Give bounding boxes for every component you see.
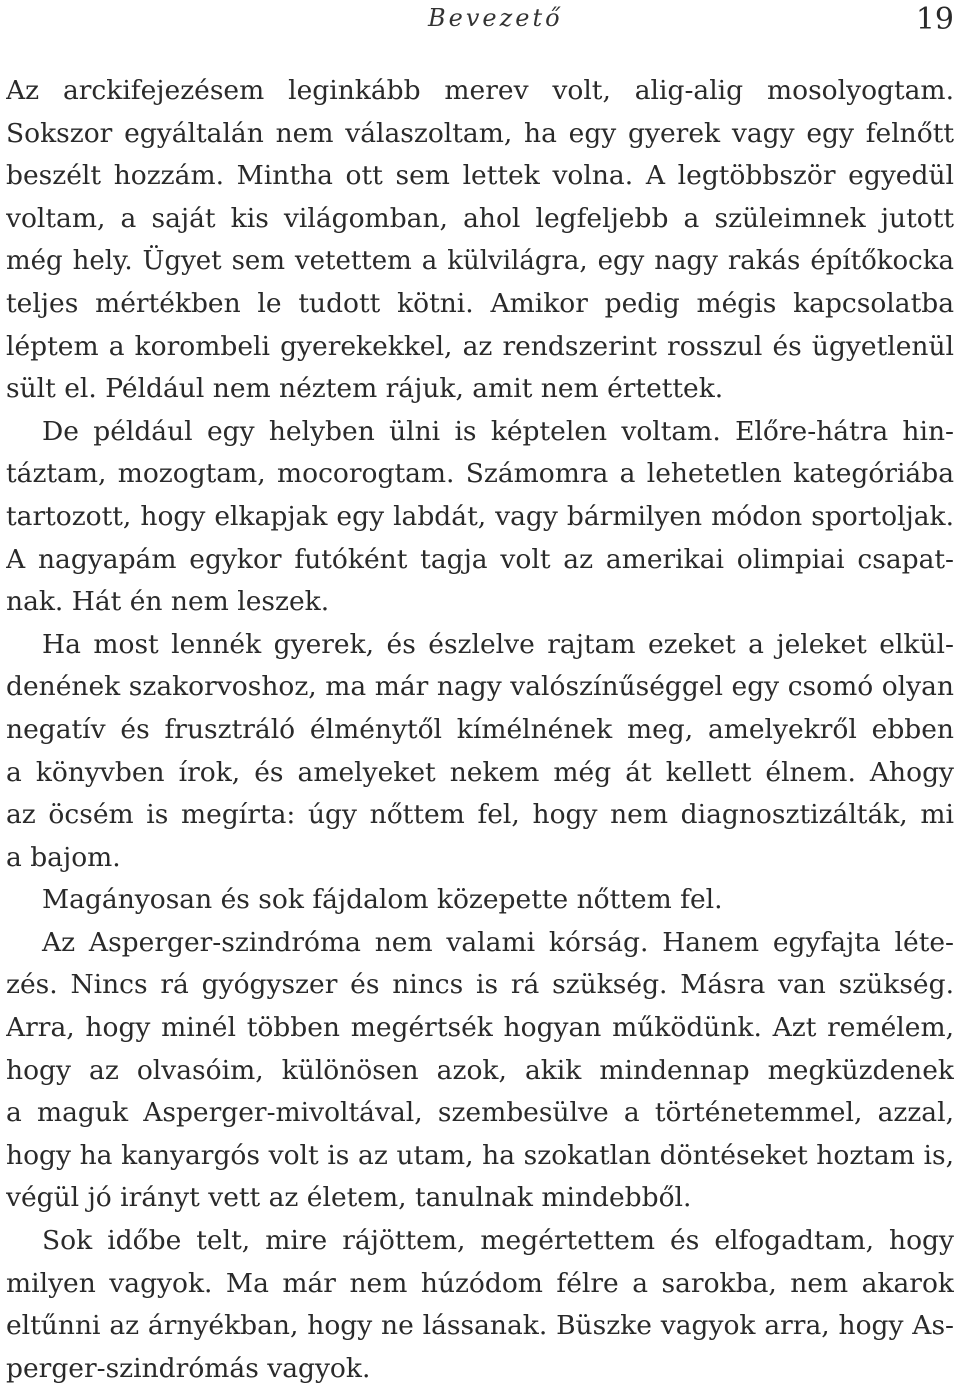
text-line: hogy az olvasóim, különösen azok, akik mindennap megküzdenek xyxy=(6,1054,954,1086)
text-line: sült el. Például nem néztem rájuk, amit nem értettek. xyxy=(6,373,724,405)
text-line: tartozott, hogy elkapjak egy labdát, vagy bármilyen módon sportoljak. xyxy=(6,500,954,532)
text-line: denének szakorvoshoz, ma már nagy valószínűséggel egy csomó olyan xyxy=(6,671,954,703)
body-text xyxy=(6,70,954,1390)
text-line: az öcsém is megírta: úgy nőttem fel, hogy nem diagnosztizálták, mi xyxy=(6,799,954,831)
text-line: perger-szindrómás vagyok. xyxy=(6,1352,371,1384)
text-line: Az Asperger-szindróma nem valami kórság. Hanem egyfajta léte- xyxy=(42,926,954,958)
running-title: Bevezető xyxy=(428,4,563,32)
text-line: a bajom. xyxy=(6,841,121,873)
text-line: Ha most lennék gyerek, és észlelve rajtam ezeket a jeleket elkül- xyxy=(42,628,954,660)
text-line: a könyvben írok, és amelyeket nekem még át kellett élnem. Ahogy xyxy=(6,756,954,788)
text-line: Magányosan és sok fájdalom közepette nőttem fel. xyxy=(42,884,723,916)
text-line: De például egy helyben ülni is képtelen voltam. Előre-hátra hin- xyxy=(42,415,954,447)
text-line: A nagyapám egykor futóként tagja volt az amerikai olimpiai csapat- xyxy=(6,543,954,575)
text-line: nak. Hát én nem leszek. xyxy=(6,586,330,618)
text-line: Sok időbe telt, mire rájöttem, megértettem és elfogadtam, hogy xyxy=(42,1225,954,1257)
text-line: Az arckifejezésem leginkább merev volt, alig-alig mosolyogtam. xyxy=(6,75,954,106)
text-line: hogy ha kanyargós volt is az utam, ha szokatlan döntéseket hoztam is, xyxy=(6,1139,954,1171)
text-line: léptem a korombeli gyerekekkel, az rendszerint rosszul és ügyetlenül xyxy=(6,330,954,362)
page-number: 19 xyxy=(915,2,954,37)
text-line: Sokszor egyáltalán nem válaszoltam, ha egy gyerek vagy egy felnőtt xyxy=(6,117,954,149)
text-line: beszélt hozzám. Mintha ott sem lettek volna. A legtöbbször egyedül xyxy=(6,160,954,192)
text-line: voltam, a saját kis világomban, ahol legfeljebb a szüleimnek jutott xyxy=(6,202,954,234)
text-line: eltűnni az árnyékban, hogy ne lássanak. Büszke vagyok arra, hogy As- xyxy=(6,1310,954,1342)
running-header xyxy=(0,2,960,42)
text-line: még hely. Ügyet sem vetettem a külvilágra, egy nagy rakás építőkocka xyxy=(6,246,954,277)
text-line: Arra, hogy minél többen megértsék hogyan működünk. Azt remélem, xyxy=(6,1012,954,1044)
text-line: teljes mértékben le tudott kötni. Amikor pedig mégis kapcsolatba xyxy=(6,287,954,319)
text-line: zés. Nincs rá gyógyszer és nincs is rá szükség. Másra van szükség. xyxy=(6,969,954,1001)
text-line: végül jó irányt vett az életem, tanulnak mindebből. xyxy=(6,1182,692,1214)
text-line: milyen vagyok. Ma már nem húzódom félre a sarokba, nem akarok xyxy=(6,1267,954,1299)
text-line: táztam, mozogtam, mocorogtam. Számomra a lehetetlen kategóriába xyxy=(6,458,954,490)
text-line: negatív és frusztráló élménytől kímélnének meg, amelyekről ebben xyxy=(6,713,954,745)
text-line: a maguk Asperger-mivoltával, szembesülve a történetemmel, azzal, xyxy=(6,1097,954,1129)
